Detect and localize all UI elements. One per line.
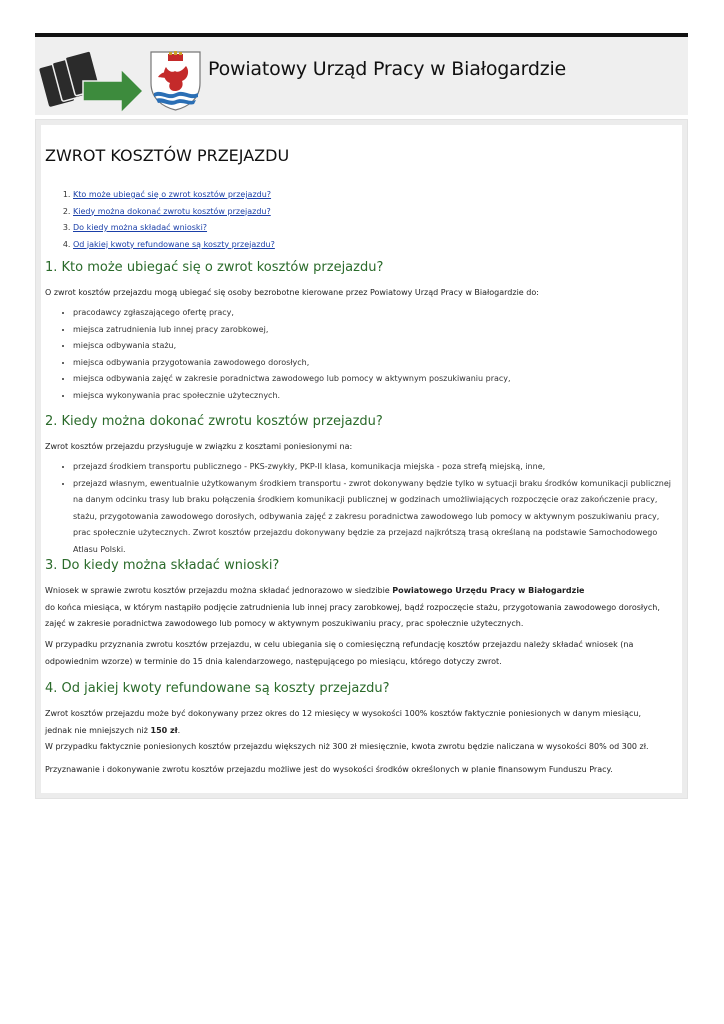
table-of-contents: [45, 187, 275, 253]
list-item: • miejsca wykonywania prac społecznie użytecznych.: [73, 388, 673, 405]
list-item: • miejsca zatrudnienia lub innej pracy zarobkowej,: [73, 322, 673, 339]
section-4-text-a: Zwrot kosztów przejazdu może być dokonywany przez okres do 12 miesięcy w wysokości 100% kosztów faktycznie poniesionych w danym miesiącu, jednak nie mniejszych niż: [45, 709, 641, 735]
toc-link-2[interactable]: Kiedy można dokonać zwrotu kosztów przejazdu?: [73, 206, 271, 216]
page-title: ZWROT KOSZTÓW PRZEJAZDU: [45, 146, 290, 165]
toc-link-1[interactable]: Kto może ubiegać się o zwrot kosztów przejazdu?: [73, 190, 272, 199]
section-3-heading: 3. Do kiedy można składać wnioski?: [45, 558, 280, 573]
section-4-heading: 4. Od jakiej kwoty refundowane są koszty przejazdu?: [45, 681, 390, 696]
site-title: Powiatowy Urząd Pracy w Białogardzie: [208, 58, 567, 80]
list-item: • miejsca odbywania stażu,: [73, 338, 673, 355]
section-3-paragraph-2: W przypadku przyznania zwrotu kosztów przejazdu, w celu ubiegania się o comiesięczną refundację kosztów przejazdu należy składać wniosek (na odpowiednim wzorze) w terminie do 15 dnia kalendarzowego, następującego po miesiącu, którego dotyczy zwrot.: [45, 640, 634, 666]
section-2-heading: 2. Kiedy można dokonać zwrotu kosztów przejazdu?: [45, 414, 383, 429]
section-1-heading: 1. Kto może ubiegać się o zwrot kosztów przejazdu?: [45, 260, 384, 275]
toc-item: [73, 237, 275, 254]
toc-item: [73, 220, 275, 237]
list-item: • przejazd własnym, ewentualnie użytkowanym środkiem transportu - zwrot dokonywany będzie tylko w sytuacji braku środków komunikacji publicznej na danym odcinku trasy lub braku połączenia środkiem komunikacji publicznej w godzinach umożliwiających rozpoczęcie oraz zakończenie pracy, stażu, przygotowania zawodowego dorosłych, odbywania zajęć z zakresu poradnictwa zawodowego lub pomocy w aktywnym poszukiwaniu pracy, prac społecznie użytecznych. Zwrot kosztów przejazdu dokonywany będzie za przejazd najkrótszą trasą określaną na podstawie Samochodowego Atlasu Polski.: [73, 476, 673, 559]
toc-link-3[interactable]: Do kiedy można składać wnioski?: [73, 223, 208, 232]
toc-item: [73, 187, 275, 204]
section-3-office-name: Powiatowego Urzędu Pracy w Białogardzie: [392, 586, 585, 595]
section-3-text-a: Wniosek w sprawie zwrotu kosztów przejazdu można składać jednorazowo w siedzibie: [45, 586, 393, 595]
toc-link-4[interactable]: Od jakiej kwoty refundowane są koszty przejazdu?: [73, 239, 275, 249]
list-item: • przejazd środkiem transportu publicznego - PKS-zwykły, PKP-II klasa, komunikacja miejska - poza strefą miejską, inne,: [73, 459, 673, 476]
section-1-intro: O zwrot kosztów przejazdu mogą ubiegać się osoby bezrobotne kierowane przez Powiatowy Urząd Pracy w Białogardzie do:: [45, 288, 539, 297]
list-item: • miejsca odbywania przygotowania zawodowego dorosłych,: [73, 355, 673, 372]
section-4-text-b: .: [177, 725, 181, 735]
main-content: [35, 119, 688, 799]
section-1-list: [45, 305, 673, 404]
section-3-text-b: do końca miesiąca, w którym nastąpiło podjęcie zatrudnienia lub innej pracy zarobkowej, bądź rozpoczęcie stażu, przygotowania zawodowego dorosłych, zajęć w zakresie poradnictwa zawodowego lub pomocy w aktywnym poszukiwaniu pracy, prac społecznie użytecznych.: [45, 602, 660, 628]
section-3-paragraph-1: [45, 583, 670, 633]
section-4-paragraph-1: [45, 706, 670, 756]
section-4-amount: 150 zł: [150, 725, 178, 735]
list-item: • pracodawcy zgłaszającego ofertę pracy,: [73, 305, 673, 322]
section-4-paragraph-3: Przyznawanie i dokonywanie zwrotu kosztów przejazdu możliwe jest do wysokości środków określonych w planie finansowym Funduszu Pracy.: [45, 765, 613, 774]
section-2-list: [45, 459, 673, 558]
toc-item: [73, 204, 275, 221]
office-logo-icon[interactable]: [37, 45, 145, 113]
site-header: [35, 37, 688, 115]
section-4-text-c: W przypadku faktycznie poniesionych kosztów przejazdu większych niż 300 zł miesięcznie, kwota zwrotu będzie naliczana w wysokości 80% od 300 zł.: [45, 742, 649, 751]
section-2-intro: Zwrot kosztów przejazdu przysługuje w związku z kosztami poniesionymi na:: [45, 442, 353, 451]
list-item: • miejsca odbywania zajęć w zakresie poradnictwa zawodowego lub pomocy w aktywnym poszukiwaniu pracy,: [73, 371, 673, 388]
powiat-crest-icon: [148, 49, 203, 111]
